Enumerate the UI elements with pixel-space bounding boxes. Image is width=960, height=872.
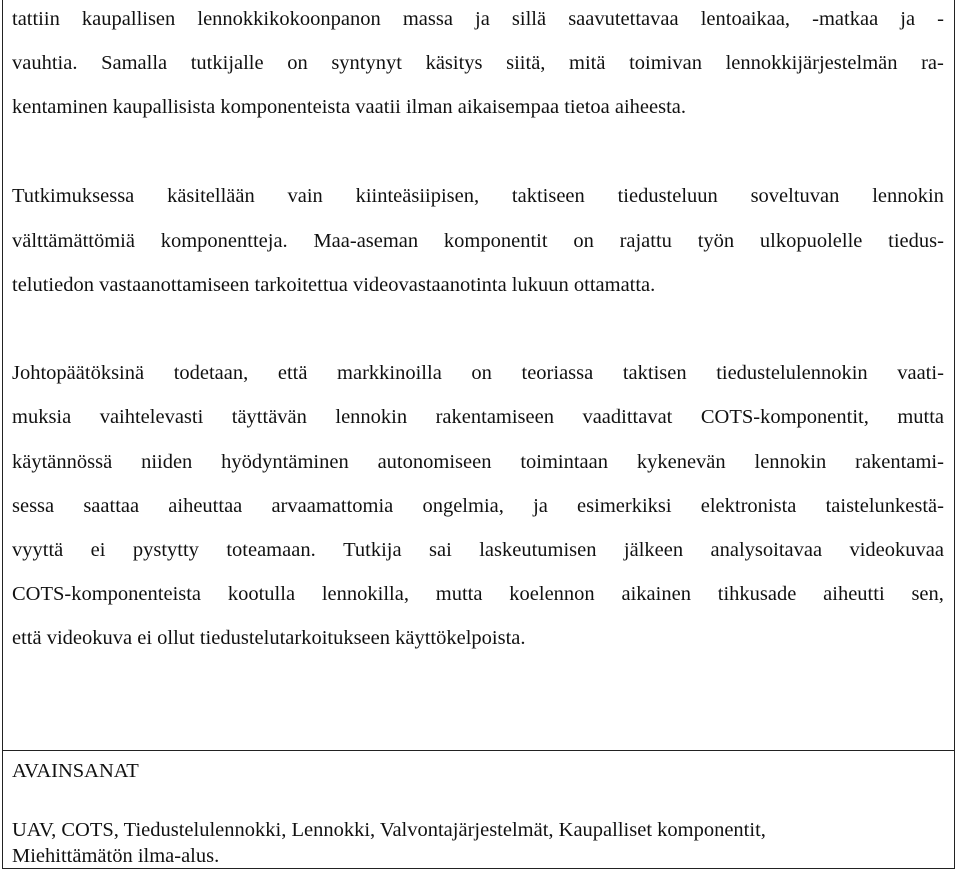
word: tiedusteluun [617, 185, 718, 207]
word: - [937, 8, 944, 30]
paragraph3-line-4 [12, 493, 944, 519]
word: sillä [511, 8, 547, 30]
word: videokuvaa [849, 539, 944, 561]
word: mutta [435, 583, 483, 605]
word: aiheuttaa [168, 495, 243, 517]
keywords-line-2: Miehittämätön ilma-alus. [12, 845, 220, 867]
word: Tutkimuksessa [12, 185, 135, 207]
word: aikainen [621, 583, 691, 605]
word: sen, [911, 583, 944, 605]
word: että [277, 362, 308, 384]
word: rakentamiseen [435, 406, 554, 428]
paragraph2-line-1 [12, 183, 944, 209]
word: taktisen [622, 362, 687, 384]
word: teoriassa [521, 362, 594, 384]
word: kootulla [227, 583, 296, 605]
paragraph3-line-3 [12, 449, 944, 475]
word: ei [90, 539, 106, 561]
word: täyttävän [231, 406, 307, 428]
word: sessa [12, 495, 55, 517]
word: aiheutti [823, 583, 885, 605]
paragraph3-line-6 [12, 581, 944, 607]
word: ja [533, 495, 548, 517]
word: COTS-komponentit, [700, 406, 869, 428]
word: -matkaa [812, 8, 879, 30]
word: komponentteja. [160, 230, 288, 252]
word: lennokilla, [321, 583, 409, 605]
word: soveltuvan [750, 185, 840, 207]
word: ra- [921, 52, 944, 74]
word: syntynyt [331, 52, 402, 74]
word: esimerkiksi [577, 495, 672, 517]
word: lennokkijärjestelmän [725, 52, 898, 74]
paragraph1-line-1 [12, 6, 944, 32]
word: massa [402, 8, 453, 30]
word: Tutkija [343, 539, 402, 561]
word: lennokin [754, 451, 827, 473]
word: työn [697, 230, 735, 252]
word: käsitys [425, 52, 483, 74]
word: COTS-komponenteista [12, 583, 202, 605]
paragraph3-line-1 [12, 360, 944, 386]
word: ongelmia, [422, 495, 504, 517]
word: ja [475, 8, 490, 30]
word: saattaa [83, 495, 140, 517]
keywords-line-1: UAV, COTS, Tiedustelulennokki, Lennokki, Valvontajärjestelmät, Kaupalliset komponentit, [12, 819, 766, 841]
word: toimintaan [520, 451, 608, 473]
word: käytännössä [12, 451, 113, 473]
word: kaupallisen [81, 8, 176, 30]
word: mitä [569, 52, 606, 74]
word: elektronista [700, 495, 797, 517]
word: autonomiseen [377, 451, 492, 473]
word: taktiseen [511, 185, 585, 207]
word: koelennon [509, 583, 595, 605]
paragraph2-line-3: telutiedon vastaanottamiseen tarkoitettua videovastaanotinta lukuun ottamatta. [12, 274, 656, 296]
word: rakentami- [855, 451, 944, 473]
word: jälkeen [623, 539, 684, 561]
word: vain [287, 185, 323, 207]
word: analysoitavaa [710, 539, 823, 561]
word: pystytty [132, 539, 199, 561]
word: on [573, 230, 594, 252]
word: vyyttä [12, 539, 64, 561]
word: komponentit [443, 230, 548, 252]
word: laskeutumisen [479, 539, 597, 561]
word: arvaamattomia [271, 495, 394, 517]
word: lentoaikaa, [700, 8, 791, 30]
word: tihkusade [717, 583, 797, 605]
keywords-heading: AVAINSANAT [12, 760, 139, 782]
word: Johtopäätöksinä [12, 362, 145, 384]
word: kykenevän [636, 451, 726, 473]
abstract-frame [2, 0, 955, 869]
word: siitä, [506, 52, 546, 74]
word: taistelunkestä- [825, 495, 944, 517]
paragraph1-line-3: kentaminen kaupallisista komponenteista vaatii ilman aikaisempaa tietoa aiheesta. [12, 96, 686, 118]
word: saavutettavaa [568, 8, 679, 30]
word: Samalla [101, 52, 168, 74]
word: niiden [141, 451, 193, 473]
paragraph2-line-2 [12, 228, 944, 254]
word: vaati- [897, 362, 944, 384]
paragraph3-line-7: että videokuva ei ollut tiedustelutarkoitukseen käyttökelpoista. [12, 627, 526, 649]
paragraph3-line-2 [12, 404, 944, 430]
word: on [287, 52, 308, 74]
word: toteamaan. [226, 539, 316, 561]
word: hyödyntäminen [221, 451, 349, 473]
word: lennokin [872, 185, 944, 207]
word: sai [429, 539, 452, 561]
word: Maa-aseman [313, 230, 419, 252]
word: vaihtelevasti [99, 406, 204, 428]
word: tattiin [12, 8, 60, 30]
word: markkinoilla [337, 362, 442, 384]
word: kiinteäsiipisen, [355, 185, 480, 207]
word: lennokin [335, 406, 408, 428]
paragraph1-line-2 [12, 50, 944, 76]
word: mutta [897, 406, 944, 428]
word: lennokkikokoonpanon [197, 8, 381, 30]
word: tiedustelulennokin [716, 362, 868, 384]
word: tiedus- [888, 230, 944, 252]
word: on [471, 362, 492, 384]
word: rajattu [619, 230, 672, 252]
word: käsitellään [167, 185, 255, 207]
paragraph3-line-5 [12, 537, 944, 563]
word: vauhtia. [12, 52, 78, 74]
word: ulkopuolelle [759, 230, 863, 252]
word: välttämättömiä [12, 230, 135, 252]
word: todetaan, [173, 362, 249, 384]
keywords-divider [2, 750, 955, 751]
word: vaadittavat [582, 406, 673, 428]
word: tutkijalle [190, 52, 264, 74]
word: muksia [12, 406, 72, 428]
word: ja [900, 8, 916, 30]
word: toimivan [629, 52, 702, 74]
